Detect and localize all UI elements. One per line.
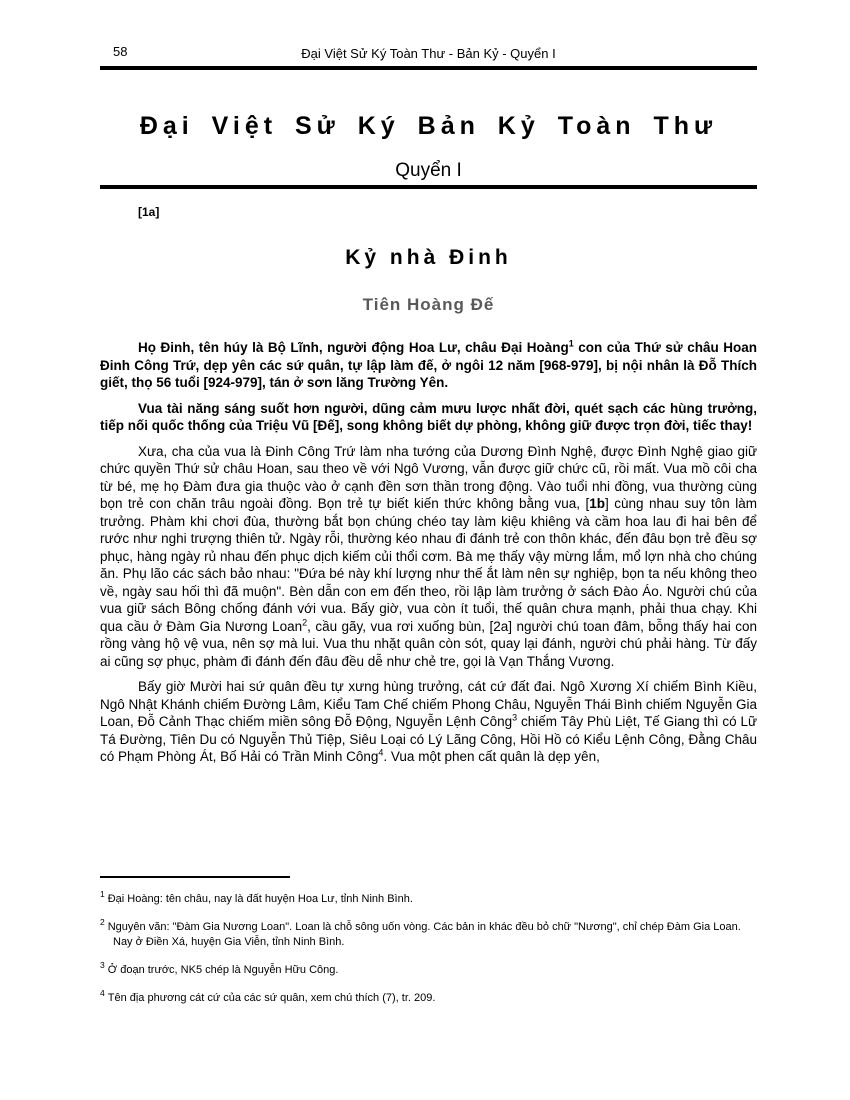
footnote-text: Nguyên văn: "Đàm Gia Nương Loan". Loan là chỗ sông uốn vòng. Các bản in khác đều bỏ chữ "Nương", chỉ chép Đàm Gia Loan. Nay ở Điền Xá, huyện Gia Viễn, tỉnh Ninh Bình.: [107, 921, 741, 948]
page-number: 58: [113, 44, 128, 59]
footnote-text: Đại Hoàng: tên châu, nay là đất huyện Hoa Lư, tỉnh Ninh Bình.: [107, 893, 413, 905]
paragraph-twelve-warlords: [100, 678, 757, 766]
folio-marker-1a: [1a]: [138, 205, 160, 219]
paragraph-text: con của Thứ sử châu Hoan Đinh Công Trứ, dẹp yên các sứ quân, tự lập làm đế, ở ngôi 12 năm [968-979], bị nội nhân là Đỗ Thích giết, thọ 56 tuổi [924-979], tán ở sơn lăng Trường Yên.: [100, 340, 757, 390]
footnote-separator: [100, 876, 290, 878]
footnote-number: 4: [100, 988, 105, 999]
page-header: [100, 0, 757, 70]
footnote-ref-3: 3: [512, 712, 518, 723]
footnote-ref-2: 2: [302, 617, 308, 627]
volume-title-block: [100, 159, 757, 189]
paragraph-text: ] cùng nhau suy tôn làm trưởng. Phàm khi chơi đùa, thường bắt bọn chúng chéo tay làm kiệu khiêng và cầm hoa lau đi hai bên để rước như nghi trượng thiên tử. Ngày rỗi, thường kéo nhau đi đánh trẻ con thôn khác, đến đâu bọn trẻ đều sợ phục, hàng ngày rủ nhau đến phục dịch kiếm củi thổi cơm. Bà mẹ thấy vậy mừng lắm, mổ lợn nhà cho chúng ăn. Phụ lão các sách bảo nhau: "Đứa bé này khí lượng như thế ắt làm nên sự nghiệp, bọn ta nếu không theo về, ngày sau hối thì đã muộn". Bèn dẫn con em đến theo, rồi lập làm trưởng ở sách Đào Áo. Người chú của vua giữ sách Bông chống đánh với vua. Bấy giờ, vua còn ít tuổi, thế quân chưa mạnh, phải thua chạy. Khi qua cầu ở Đàm Gia Nương Loan: [100, 496, 757, 634]
paragraph-appraisal: Vua tài năng sáng suốt hơn người, dũng cảm mưu lược nhất đời, quét sạch các hùng trưởng, tiếp nối quốc thống của Triệu Vũ [Đế], song không biết dự phòng, không giữ được trọn đời, tiếc thay!: [100, 400, 757, 433]
footnote-number: 1: [100, 889, 105, 900]
running-title: Đại Việt Sử Ký Toàn Thư - Bản Kỷ - Quyển I: [301, 46, 556, 61]
era-heading: Kỷ nhà Đinh: [345, 246, 512, 269]
paragraph-text: Họ Đinh, tên húy là Bộ Lĩnh, người động Hoa Lư, châu Đại Hoàng: [138, 340, 569, 355]
footnote: [100, 960, 757, 978]
paragraph-origin: [100, 443, 757, 671]
volume-title: Quyển I: [395, 160, 462, 181]
footnote-number: 3: [100, 960, 105, 971]
footnotes-section: [100, 876, 757, 1019]
footnote: [100, 988, 757, 1006]
paragraph-text: Xưa, cha của vua là Đinh Công Trứ làm nha tướng của Dương Đình Nghệ, được Đình Nghệ giao giữ chức quyền Thứ sử châu Hoan, sau theo về với Ngô Vương, vẫn được giữ chức cũ, rồi mất. Vua mồ côi cha từ bé, mẹ họ Đàm đưa gia thuộc vào ở cạnh đền sơn thần trong động. Vào tuổi nhi đồng, vua thường cùng bọn trẻ con chăn trâu ngoài đồng. Bọn trẻ tự biết kiến thức không bằng vua, [: [100, 443, 757, 511]
footnote-text: Ở đoạn trước, NK5 chép là Nguyễn Hữu Công.: [107, 964, 339, 976]
book-title: Đại Việt Sử Ký Bản Kỷ Toàn Thư: [139, 112, 718, 140]
paragraph-summary: [100, 339, 757, 392]
footnote-number: 2: [100, 917, 105, 928]
footnote-ref-4: 4: [378, 747, 384, 758]
paragraph-text: , cầu gãy, vua rơi xuống bùn, [2a] người chú toan đâm, bỗng thấy hai con rồng vàng hộ vệ vua, nên sợ mà lui. Vua thu nhặt quân còn sót, quay lại đánh, người chú phải hàng. Từ đấy ai cũng sợ phục, phàm đi đánh đến đâu đều dễ như chẻ tre, gọi là Vạn Thắng Vương.: [100, 618, 757, 669]
paragraph-text: . Vua một phen cất quân là dẹp yên,: [383, 749, 600, 764]
footnote: [100, 917, 757, 950]
paragraph-text: chiếm Tây Phù Liệt, Tế Giang thì có Lữ Tá Đường, Tiên Du có Nguyễn Thủ Tiệp, Siêu Loại có Lý Lãng Công, Hồi Hồ có Kiểu Lệnh Công, Đằng Châu có Phạm Phòng Át, Bố Hải có Trần Minh Công: [100, 714, 757, 764]
footnote-ref-1: 1: [568, 338, 574, 349]
paragraph-text: Bấy giờ Mười hai sứ quân đều tự xưng hùng trưởng, cát cứ đất đai. Ngô Xương Xí chiếm Bình Kiều, Ngô Nhật Khánh chiếm Đường Lâm, Kiểu Tam Chế chiếm Phong Châu, Nguyễn Thái Bình chiếm Nguyễn Gia Loan, Đỗ Cảnh Thạc chiếm miền sông Đỗ Động, Nguyễn Lệnh Công: [100, 679, 757, 729]
footnote-text: Tên địa phương cát cứ của các sứ quân, xem chú thích (7), tr. 209.: [107, 992, 436, 1004]
footnote: [100, 889, 757, 907]
folio-marker-1b: 1b: [589, 496, 606, 511]
emperor-heading: Tiên Hoàng Đế: [362, 295, 495, 314]
